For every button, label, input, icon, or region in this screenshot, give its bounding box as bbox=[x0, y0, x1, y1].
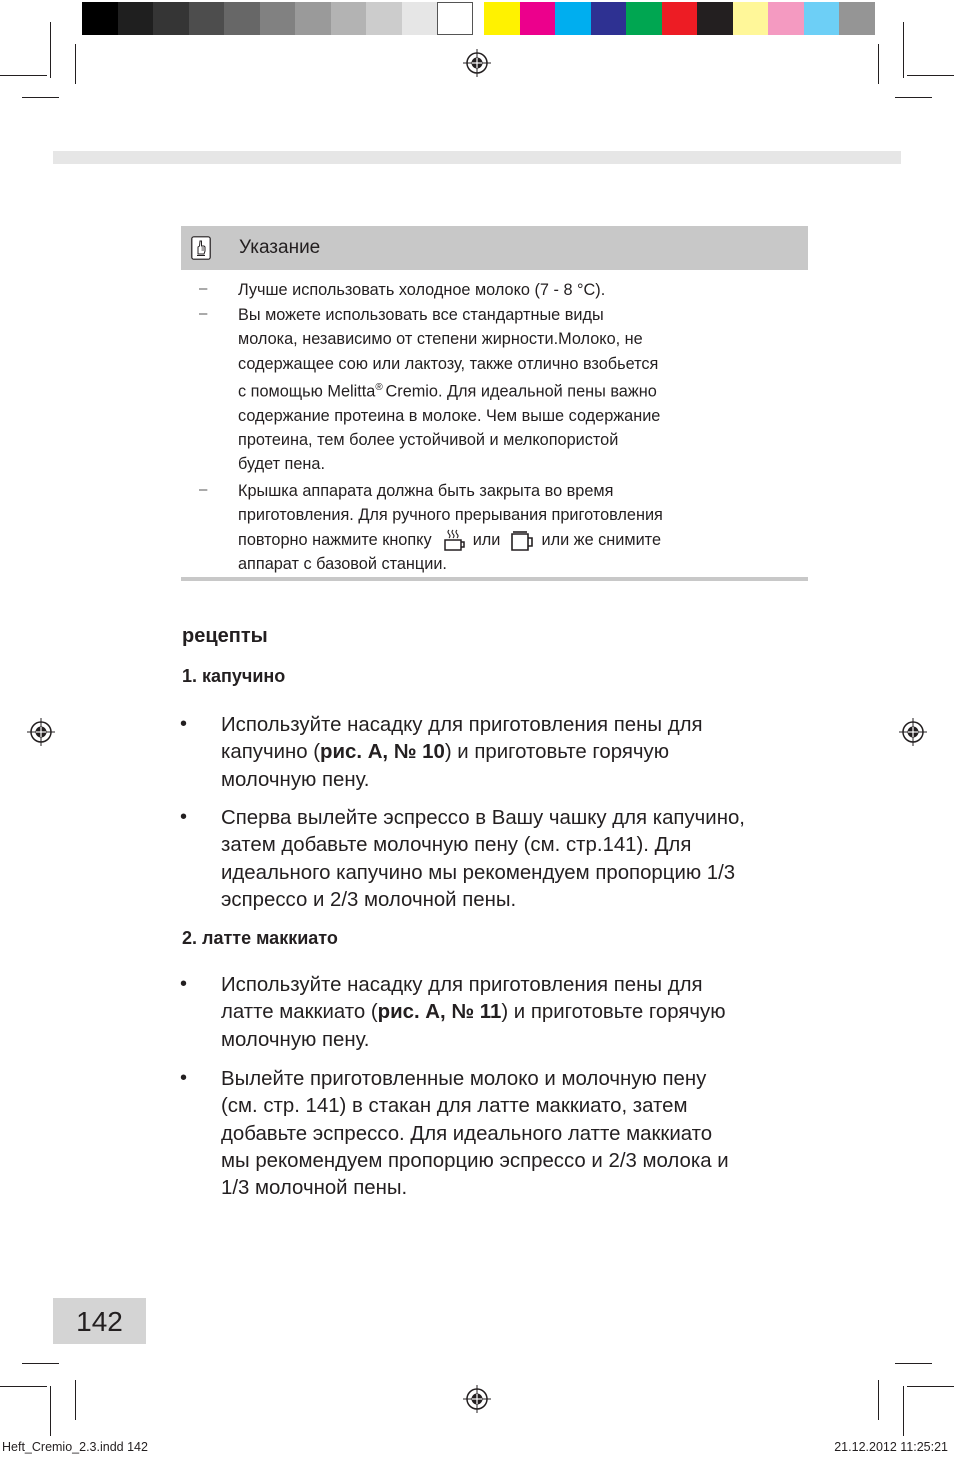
crop-mark bbox=[895, 1363, 932, 1364]
steaming-cup-icon bbox=[442, 528, 466, 552]
note-line bbox=[238, 528, 798, 553]
note-line: протеина, тем более устойчивой и мелкопористой bbox=[238, 430, 619, 449]
note-line: приготовления. Для ручного прерывания приготовления bbox=[238, 506, 663, 525]
note-line bbox=[238, 376, 798, 404]
crop-mark bbox=[0, 75, 47, 76]
color-swatch bbox=[555, 2, 591, 35]
gray-swatch bbox=[118, 2, 154, 35]
registration-mark-icon bbox=[462, 48, 492, 78]
note-text: или bbox=[472, 530, 501, 549]
gray-swatch bbox=[295, 2, 331, 35]
bullet: • bbox=[180, 1067, 188, 1089]
note-line: Крышка аппарата должна быть закрыта во время bbox=[238, 482, 614, 500]
color-swatch bbox=[626, 2, 662, 35]
text-line: Используйте насадку для приготовления пены для bbox=[221, 974, 703, 996]
note-line: содержащее сою или лактозу, также отлично взобьется bbox=[238, 354, 659, 373]
text-line: молочную пену. bbox=[221, 1028, 370, 1051]
text-line: Сперва вылейте эспрессо в Вашу чашку для капучино, bbox=[221, 807, 745, 829]
color-swatch bbox=[839, 2, 875, 35]
list-dash: – bbox=[199, 305, 208, 322]
note-line: Лучше использовать холодное молоко (7 - 8 °C). bbox=[238, 281, 606, 299]
note-line: будет пена. bbox=[238, 455, 326, 474]
figure-reference: рис. А, № 11 bbox=[377, 1001, 502, 1024]
text-line: затем добавьте молочную пену (см. стр.141). Для bbox=[221, 834, 692, 857]
note-item-3 bbox=[238, 479, 798, 577]
crop-mark bbox=[878, 44, 879, 84]
crop-mark bbox=[907, 75, 954, 76]
registration-mark-icon bbox=[898, 717, 928, 747]
cup-icon bbox=[509, 528, 535, 552]
list-item bbox=[221, 972, 811, 1054]
note-line: содержание протеина в молоке. Чем выше содержание bbox=[238, 406, 661, 425]
crop-mark bbox=[75, 1380, 76, 1420]
text-line: идеального капучино мы рекомендуем пропорцию 1/3 bbox=[221, 861, 736, 884]
registration-mark-icon bbox=[26, 717, 56, 747]
note-line: молока, независимо от степени жирности.Молоко, не bbox=[238, 330, 643, 349]
text-line: Вылейте приготовленные молоко и молочную пену bbox=[221, 1068, 707, 1090]
note-item-2 bbox=[238, 303, 798, 477]
color-swatch bbox=[591, 2, 627, 35]
footer-filename: Heft_Cremio_2.3.indd 142 bbox=[2, 1440, 148, 1454]
figure-reference: рис. А, № 10 bbox=[320, 741, 445, 764]
text: ) и приготовьте горячую bbox=[444, 741, 670, 764]
registration-mark-icon bbox=[462, 1384, 492, 1414]
text-line: молочную пену. bbox=[221, 768, 370, 791]
text-line: (см. стр. 141) в стакан для латте маккиато, затем bbox=[221, 1095, 688, 1118]
color-swatch bbox=[768, 2, 804, 35]
list-item bbox=[221, 712, 811, 794]
bullet: • bbox=[180, 713, 188, 735]
gray-swatch bbox=[82, 2, 118, 35]
crop-mark bbox=[895, 97, 932, 98]
color-swatch bbox=[520, 2, 556, 35]
footer-timestamp: 21.12.2012 11:25:21 bbox=[834, 1440, 948, 1454]
page-number-box bbox=[53, 1298, 146, 1344]
crop-mark bbox=[75, 44, 76, 84]
text-line bbox=[221, 999, 811, 1026]
note-title: Указание bbox=[239, 237, 321, 258]
color-swatch bbox=[662, 2, 698, 35]
gray-swatch bbox=[366, 2, 402, 35]
note-line: аппарат с базовой станции. bbox=[238, 555, 447, 574]
text: латте маккиато ( bbox=[221, 1001, 378, 1024]
crop-mark bbox=[50, 1386, 51, 1436]
color-swatch bbox=[697, 2, 733, 35]
list-item bbox=[221, 805, 811, 914]
text-line: эспрессо и 2/3 молочной пены. bbox=[221, 888, 517, 911]
text-line: мы рекомендуем пропорцию эспрессо и 2/3 молока и bbox=[221, 1149, 729, 1172]
page-number: 142 bbox=[76, 1306, 123, 1337]
text-line: Используйте насадку для приготовления пены для bbox=[221, 714, 703, 736]
list-dash: – bbox=[199, 280, 208, 297]
note-bottom-rule bbox=[181, 577, 808, 581]
crop-mark bbox=[22, 97, 59, 98]
crop-mark bbox=[0, 1386, 47, 1387]
text-line: 1/3 молочной пены. bbox=[221, 1177, 408, 1200]
list-item bbox=[221, 1066, 811, 1202]
header-band bbox=[53, 151, 901, 164]
text-line: добавьте эспрессо. Для идеального латте маккиато bbox=[221, 1122, 713, 1145]
bullet: • bbox=[180, 973, 188, 995]
registered-mark: ® bbox=[375, 381, 386, 393]
note-text: с помощью Melitta bbox=[238, 382, 376, 401]
note-item-1 bbox=[238, 278, 798, 302]
bullet: • bbox=[180, 806, 188, 828]
text: капучино ( bbox=[221, 741, 321, 764]
crop-mark bbox=[903, 22, 904, 78]
note-text: или же снимите bbox=[541, 530, 661, 549]
color-swatch bbox=[733, 2, 769, 35]
color-swatch bbox=[484, 2, 520, 35]
note-line: Вы можете использовать все стандартные виды bbox=[238, 306, 604, 324]
crop-mark bbox=[903, 1386, 904, 1436]
note-text: Cremio. Для идеальной пены важно bbox=[385, 382, 657, 401]
gray-swatch bbox=[437, 2, 473, 35]
gray-swatch bbox=[153, 2, 189, 35]
color-swatch bbox=[804, 2, 840, 35]
text-line bbox=[221, 739, 811, 766]
text: ) и приготовьте горячую bbox=[501, 1001, 726, 1024]
subsection-title: 1. капучино bbox=[182, 666, 286, 686]
crop-mark bbox=[907, 1386, 954, 1387]
list-dash: – bbox=[199, 481, 208, 498]
hand-pointing-icon bbox=[191, 236, 211, 260]
crop-mark bbox=[50, 22, 51, 78]
gray-swatch bbox=[331, 2, 367, 35]
note-header bbox=[181, 226, 808, 270]
subsection-title: 2. латте маккиато bbox=[182, 928, 338, 948]
gray-swatch bbox=[402, 2, 438, 35]
gray-swatch bbox=[224, 2, 260, 35]
gray-swatch bbox=[260, 2, 296, 35]
crop-mark bbox=[22, 1363, 59, 1364]
note-text: повторно нажмите кнопку bbox=[238, 530, 432, 549]
crop-mark bbox=[878, 1380, 879, 1420]
section-title: рецепты bbox=[182, 625, 268, 647]
gray-swatch bbox=[189, 2, 225, 35]
